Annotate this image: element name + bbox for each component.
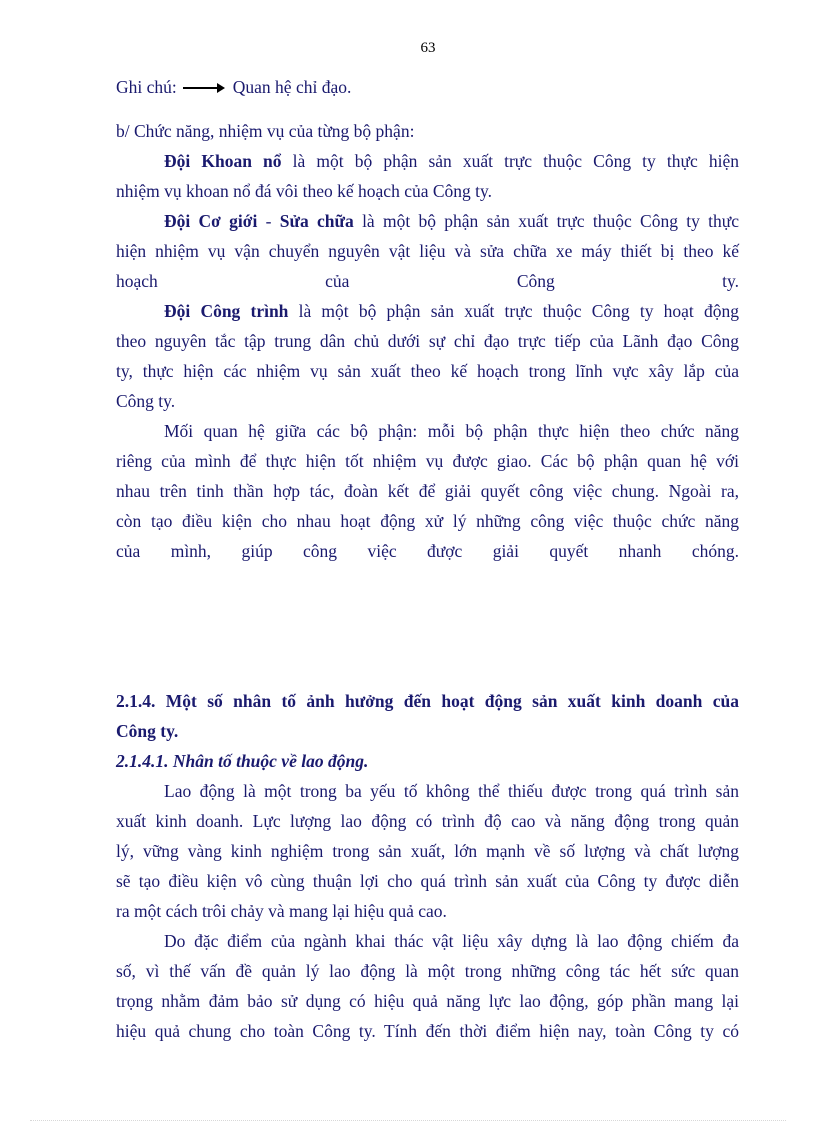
section-heading-line2: Công ty. <box>116 721 179 741</box>
legend-note <box>116 75 739 99</box>
labor-p1-line1: Lao động là một trong ba yếu tố không thể thiếu được trong quá trình sản <box>164 781 739 801</box>
labor-p2-line2: số, vì thế vấn đề quản lý lao động là một trong những công tác hết sức quan <box>116 961 739 981</box>
section-heading-line1: 2.1.4. Một số nhân tố ảnh hưởng đến hoạt động sản xuất kinh doanh của <box>116 691 739 711</box>
legend-text: Quan hệ chỉ đạo. <box>232 77 352 97</box>
p3-line1: Đội Công trình là một bộ phận sản xuất trực thuộc Công ty hoạt động <box>164 301 739 321</box>
p2-line1: Đội Cơ giới - Sửa chữa là một bộ phận sản xuất trực thuộc Công ty thực <box>164 211 739 231</box>
labor-p1-line5: ra một cách trôi chảy và mang lại hiệu quả cao. <box>116 901 447 921</box>
labor-p1-line3: lý, vững vàng kinh nghiệm trong sản xuất, lớn mạnh về số lượng và chất lượng <box>116 841 739 861</box>
section-b-title: b/ Chức năng, nhiệm vụ của từng bộ phận: <box>116 121 415 141</box>
p1-bold: Đội Khoan nổ <box>164 151 282 171</box>
p3-line3: ty, thực hiện các nhiệm vụ sản xuất theo kế hoạch trong lĩnh vực xây lắp của <box>116 361 739 381</box>
p4-line3: nhau trên tinh thần hợp tác, đoàn kết để giải quyết công việc chung. Ngoài ra, <box>116 481 739 501</box>
labor-p1-line4: sẽ tạo điều kiện vô cùng thuận lợi cho quá trình sản xuất của Công ty được diễn <box>116 871 739 891</box>
p3-line4: Công ty. <box>116 391 176 411</box>
labor-p2-line4: hiệu quả chung cho toàn Công ty. Tính đến thời điểm hiện nay, toàn Công ty có <box>116 1021 739 1041</box>
page-number: 63 <box>420 40 436 56</box>
p2-line3: hoạch của Công ty. <box>116 271 739 291</box>
p1-line2: nhiệm vụ khoan nổ đá vôi theo kế hoạch của Công ty. <box>116 181 493 201</box>
labor-p1-line2: xuất kinh doanh. Lực lượng lao động có trình độ cao và năng động trong quản <box>116 811 739 831</box>
legend-label: Ghi chú: <box>116 77 177 97</box>
labor-p2-line3: trọng nhằm đảm bảo sử dụng có hiệu quả năng lực lao động, góp phần mang lại <box>116 991 739 1011</box>
p4-line2: riêng của mình để thực hiện tốt nhiệm vụ được giao. Các bộ phận quan hệ với <box>116 451 739 471</box>
p1-line1: Đội Khoan nổ là một bộ phận sản xuất trực thuộc Công ty thực hiện <box>164 151 739 171</box>
sub-heading: 2.1.4.1. Nhân tố thuộc về lao động. <box>116 751 369 771</box>
page-bottom-rule <box>30 1120 786 1121</box>
arrow-right-icon <box>183 87 223 89</box>
p4-line1: Mối quan hệ giữa các bộ phận: mỗi bộ phận thực hiện theo chức năng <box>164 421 739 441</box>
p2-line2: hiện nhiệm vụ vận chuyển nguyên vật liệu và sửa chữa xe máy thiết bị theo kế <box>116 241 739 261</box>
p4-line4: còn tạo điều kiện cho nhau hoạt động xử lý những công việc thuộc chức năng <box>116 511 739 531</box>
labor-p2-line1: Do đặc điểm của ngành khai thác vật liệu xây dựng là lao động chiếm đa <box>164 931 739 951</box>
p4-line5: của mình, giúp công việc được giải quyết nhanh chóng. <box>116 541 739 561</box>
p3-line2: theo nguyên tắc tập trung dân chủ dưới sự chỉ đạo trực tiếp của Lãnh đạo Công <box>116 331 739 351</box>
